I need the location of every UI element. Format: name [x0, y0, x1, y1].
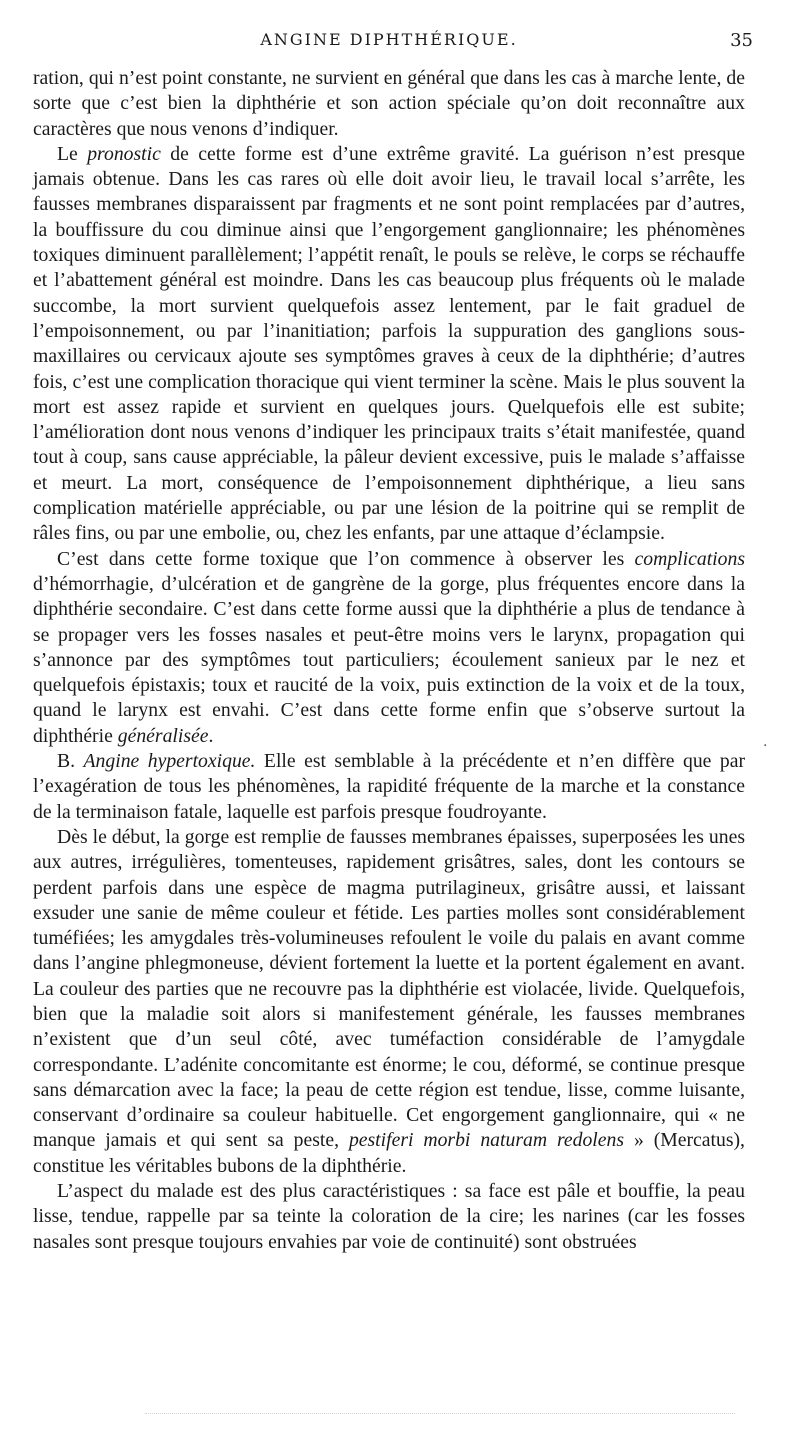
paragraph-continuation	[33, 66, 745, 142]
emphasis-complications: complications	[634, 547, 745, 570]
paragraph-text: L’aspect du malade est des plus caractéristiques : sa face est pâle et bouffie, la peau lisse, tendue, rappelle par sa teinte la coloration de la cire; les narines (car les fosses nasales sont presque toujours envahies par voie de continuité) sont obstruées	[33, 1180, 745, 1253]
section-heading-angine-hypertoxique: Angine hypertoxique.	[83, 750, 256, 773]
running-title: ANGINE DIPHTHÉRIQUE.	[260, 30, 518, 49]
paragraph-complications	[33, 547, 745, 749]
paragraph-text: Dès le début, la gorge est remplie de fausses membranes épaisses, superposées les unes aux autres, irrégulières, tomenteuses, rapidement grisâtres, sales, dont les contours se perdent parfois dans une espèce de magma putrilagineux, grisâtre aussi, et laissant exsuder une sanie de même couleur et fétide. Les parties molles sont considérablement tuméfiées; les amygdales très-volumineuses refoulent le voile du palais en avant comme dans l’angine phlegmoneuse, dévient fortement la luette et la portent également en avant. La couleur des parties que ne recouvre pas la diphthérie est violacée, livide. Quelquefois, bien que la maladie soit alors si manifestement générale, les fausses membranes n’existent que d’un seul côté, avec tuméfaction considérable de l’amygdale correspondante. L’adénite concomitante est énorme; le cou, déformé, se continue presque sans démarcation avec la face; la peau de cette région est tendue, lisse, comme luisante, conservant d’ordinaire sa couleur habituelle. Cet engorgement ganglionnaire, qui « ne manque jamais et qui sent sa peste,	[33, 825, 745, 1152]
body-text	[33, 66, 745, 1255]
paragraph-aspect-du-malade	[33, 1179, 745, 1255]
paragraph-text: Le	[57, 142, 88, 165]
paragraph-des-le-debut	[33, 825, 745, 1179]
page-header	[33, 30, 753, 54]
paragraph-text: C’est dans cette forme toxique que l’on commence à observer les	[57, 547, 635, 570]
paragraph-text: de cette forme est d’une extrême gravité. La guérison n’est presque jamais obtenue. Dans les cas rares où elle doit avoir lieu, le travail local s’arrête, les fausses membranes disparaissent par fragments et ne sont point remplacées par d’autres, la bouffissure du cou diminue ainsi que l’engorgement ganglionnaire; les phénomènes toxiques diminuent parallèlement; l’appétit renaît, le pouls se relève, le corps se réchauffe et l’abattement général est moindre. Dans les cas beaucoup plus fréquents où le malade succombe, la mort survient quelquefois assez lentement, par le fait graduel de l’empoisonnement, ou par l’inanitiation; parfois la suppuration des ganglions sous-maxillaires ou cervicaux ajoute ses symptômes graves à ceux de la diphthérie; d’autres fois, c’est une complication thoracique qui vient terminer la scène. Mais le plus souvent la mort est assez rapide et survient en quelques jours. Quelquefois elle est subite; l’amélioration dont nous venons d’indiquer les principaux traits s’était manifestée, quand tout à coup, sans cause appréciable, la pâleur devient excessive, puis le malade s’affaisse et meurt. La mort, conséquence de l’empoisonnement diphthérique, a lieu sans complication matérielle appréciable, ou par une lésion de la poitrine qui se remplit de râles fins, ou par une embolie, ou, chez les enfants, par une attaque d’éclampsie.	[33, 142, 746, 545]
paragraph-text: .	[208, 724, 214, 747]
latin-quotation: pestiferi morbi naturam redolens	[348, 1129, 625, 1152]
emphasis-generalisee: généralisée	[117, 724, 209, 747]
book-page	[33, 30, 753, 1255]
paragraph-pronostic	[33, 142, 745, 547]
margin-mark: ·	[763, 738, 768, 754]
paragraph-text: Elle est semblable à la précédente et n’en diffère que par l’exagération de tous les phénomènes, la rapidité fréquente de la marche et la constance de la terminaison fatale, laquelle est parfois presque foudroyante.	[33, 750, 746, 823]
page-number: 35	[730, 30, 753, 51]
paragraph-text: » (Mercatus), constitue les véritables bubons de la diphthérie.	[33, 1129, 745, 1177]
section-marker: B.	[57, 750, 84, 773]
paragraph-text: ration, qui n’est point constante, ne survient en général que dans les cas à marche lente, de sorte que c’est bien la diphthérie et son action spéciale qu’on doit reconnaître aux caractères que nous venons d’indiquer.	[33, 67, 745, 140]
emphasis-pronostic: pronostic	[87, 142, 161, 165]
paragraph-text: d’hémorrhagie, d’ulcération et de gangrène de la gorge, plus fréquentes encore dans la diphthérie secondaire. C’est dans cette forme aussi que la diphthérie a plus de tendance à se propager vers les fosses nasales et peut-être moins vers le larynx, propagation qui s’annonce par des symptômes tout particuliers; écoulement sanieux par le nez et quelquefois épistaxis; toux et raucité de la voix, puis extinction de la voix et de la toux, quand le larynx est envahi. C’est dans cette forme enfin que s’observe surtout la diphthérie	[33, 572, 745, 747]
bottom-scan-artifact	[145, 1413, 735, 1414]
paragraph-angine-hypertoxique	[33, 749, 745, 825]
